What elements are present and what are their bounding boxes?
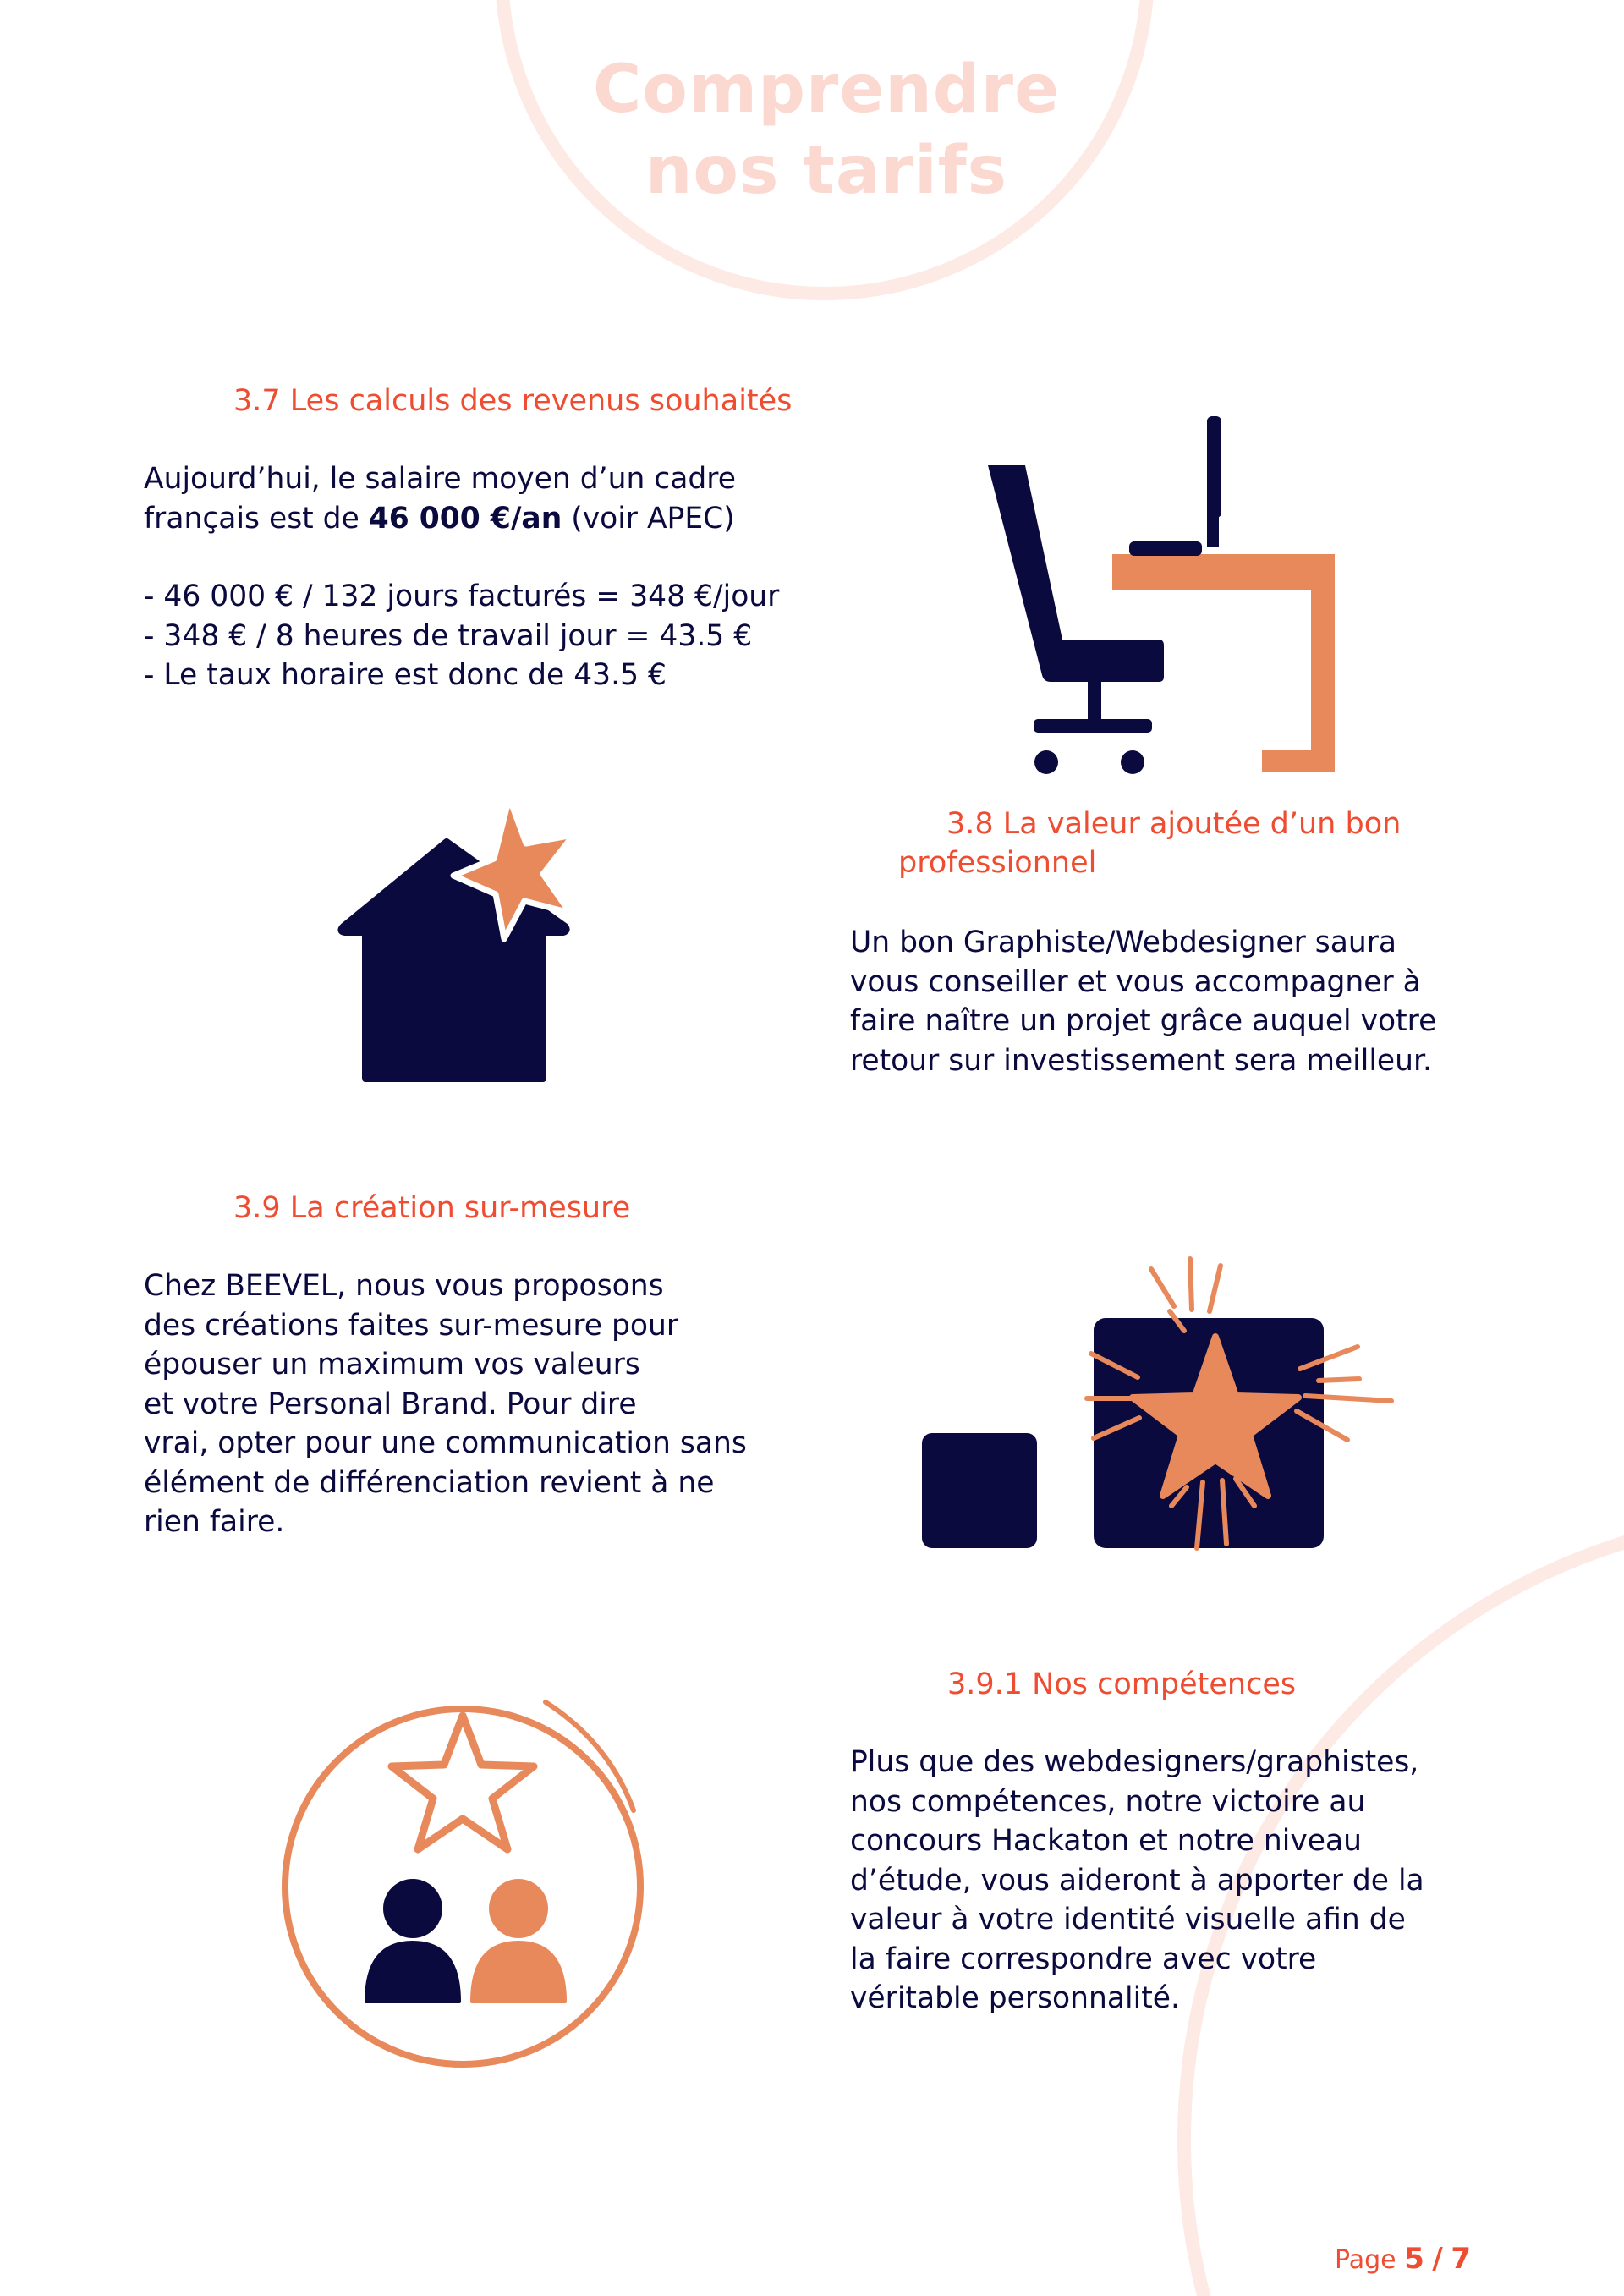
section-3-9-line-3: épouser un maximum vos valeurs — [144, 1348, 640, 1381]
star-burst-squares-icon — [918, 1252, 1400, 1557]
section-3-9-1-line-5: valeur à votre identité visuelle afin de — [850, 1903, 1406, 1936]
calc-line-3: - Le taux horaire est donc de 43.5 € — [144, 658, 667, 692]
section-3-8-heading-line-1: 3.8 La valeur ajoutée d’un bon — [946, 807, 1402, 841]
team-star-circle-icon — [275, 1684, 664, 2081]
section-3-8-line-3: faire naître un projet grâce auquel votre — [850, 1004, 1437, 1038]
section-3-8-heading-line-2: professionnel — [898, 846, 1097, 880]
page-total: 7 — [1451, 2242, 1472, 2276]
office-desk-chair-icon — [981, 413, 1345, 778]
page-title — [0, 49, 1624, 211]
house-star-icon — [330, 791, 601, 1083]
salary-source: (voir APEC) — [562, 501, 735, 536]
section-3-9-line-4: et votre Personal Brand. Pour dire — [144, 1387, 637, 1421]
section-3-9-1-line-3: concours Hackaton et notre niveau — [850, 1824, 1362, 1858]
section-3-9-1-line-7: véritable personnalité. — [850, 1981, 1180, 2015]
section-3-7-intro-line-2 — [144, 499, 779, 539]
section-3-7-intro-line-1: Aujourd’hui, le salaire moyen d’un cadre — [144, 462, 736, 496]
section-3-9-text — [144, 1266, 747, 1542]
section-3-8-line-1: Un bon Graphiste/Webdesigner saura — [850, 926, 1397, 959]
section-3-9-1-line-1: Plus que des webdesigners/graphistes, — [850, 1745, 1419, 1779]
page-label: Page — [1335, 2245, 1396, 2275]
section-3-8-line-2: vous conseiller et vous accompagner à — [850, 964, 1421, 999]
section-3-9-1-heading: 3.9.1 Nos compétences — [947, 1667, 1297, 1701]
section-3-9-heading: 3.9 La création sur-mesure — [233, 1191, 631, 1225]
section-3-8-heading — [898, 805, 1490, 882]
section-3-9-1-text — [850, 1743, 1424, 2019]
section-3-9-1-line-4: d’étude, vous aideront à apporter de la — [850, 1863, 1424, 1898]
salary-value: 46 000 €/an — [368, 501, 562, 536]
page-title-line-2: nos tarifs — [645, 133, 1008, 209]
section-3-9-line-6: élément de différenciation revient à ne — [144, 1465, 715, 1500]
page-current: 5 — [1404, 2242, 1424, 2276]
section-3-7-heading: 3.7 Les calculs des revenus souhaités — [233, 384, 793, 418]
page-title-line-1: Comprendre — [592, 52, 1061, 128]
calc-line-1: - 46 000 € / 132 jours facturés = 348 €/jour — [144, 579, 780, 613]
section-3-7-text — [144, 459, 779, 695]
section-3-9-1-line-6: la faire correspondre avec votre — [850, 1942, 1317, 1976]
section-3-9-line-2: des créations faites sur-mesure pour — [144, 1308, 679, 1343]
salary-prefix: français est de — [144, 501, 369, 536]
section-3-8-text — [850, 923, 1436, 1080]
section-3-9-line-7: rien faire. — [144, 1505, 285, 1539]
page-separator: / — [1432, 2242, 1443, 2276]
section-3-9-line-5: vrai, opter pour une communication sans — [144, 1426, 747, 1460]
page-indicator — [1335, 2242, 1471, 2276]
section-3-8-line-4: retour sur investissement sera meilleur. — [850, 1043, 1432, 1078]
section-3-9-line-1: Chez BEEVEL, nous vous proposons — [144, 1269, 664, 1303]
calc-line-2: - 348 € / 8 heures de travail jour = 43.5 € — [144, 618, 753, 653]
section-3-9-1-line-2: nos compétences, notre victoire au — [850, 1784, 1366, 1819]
